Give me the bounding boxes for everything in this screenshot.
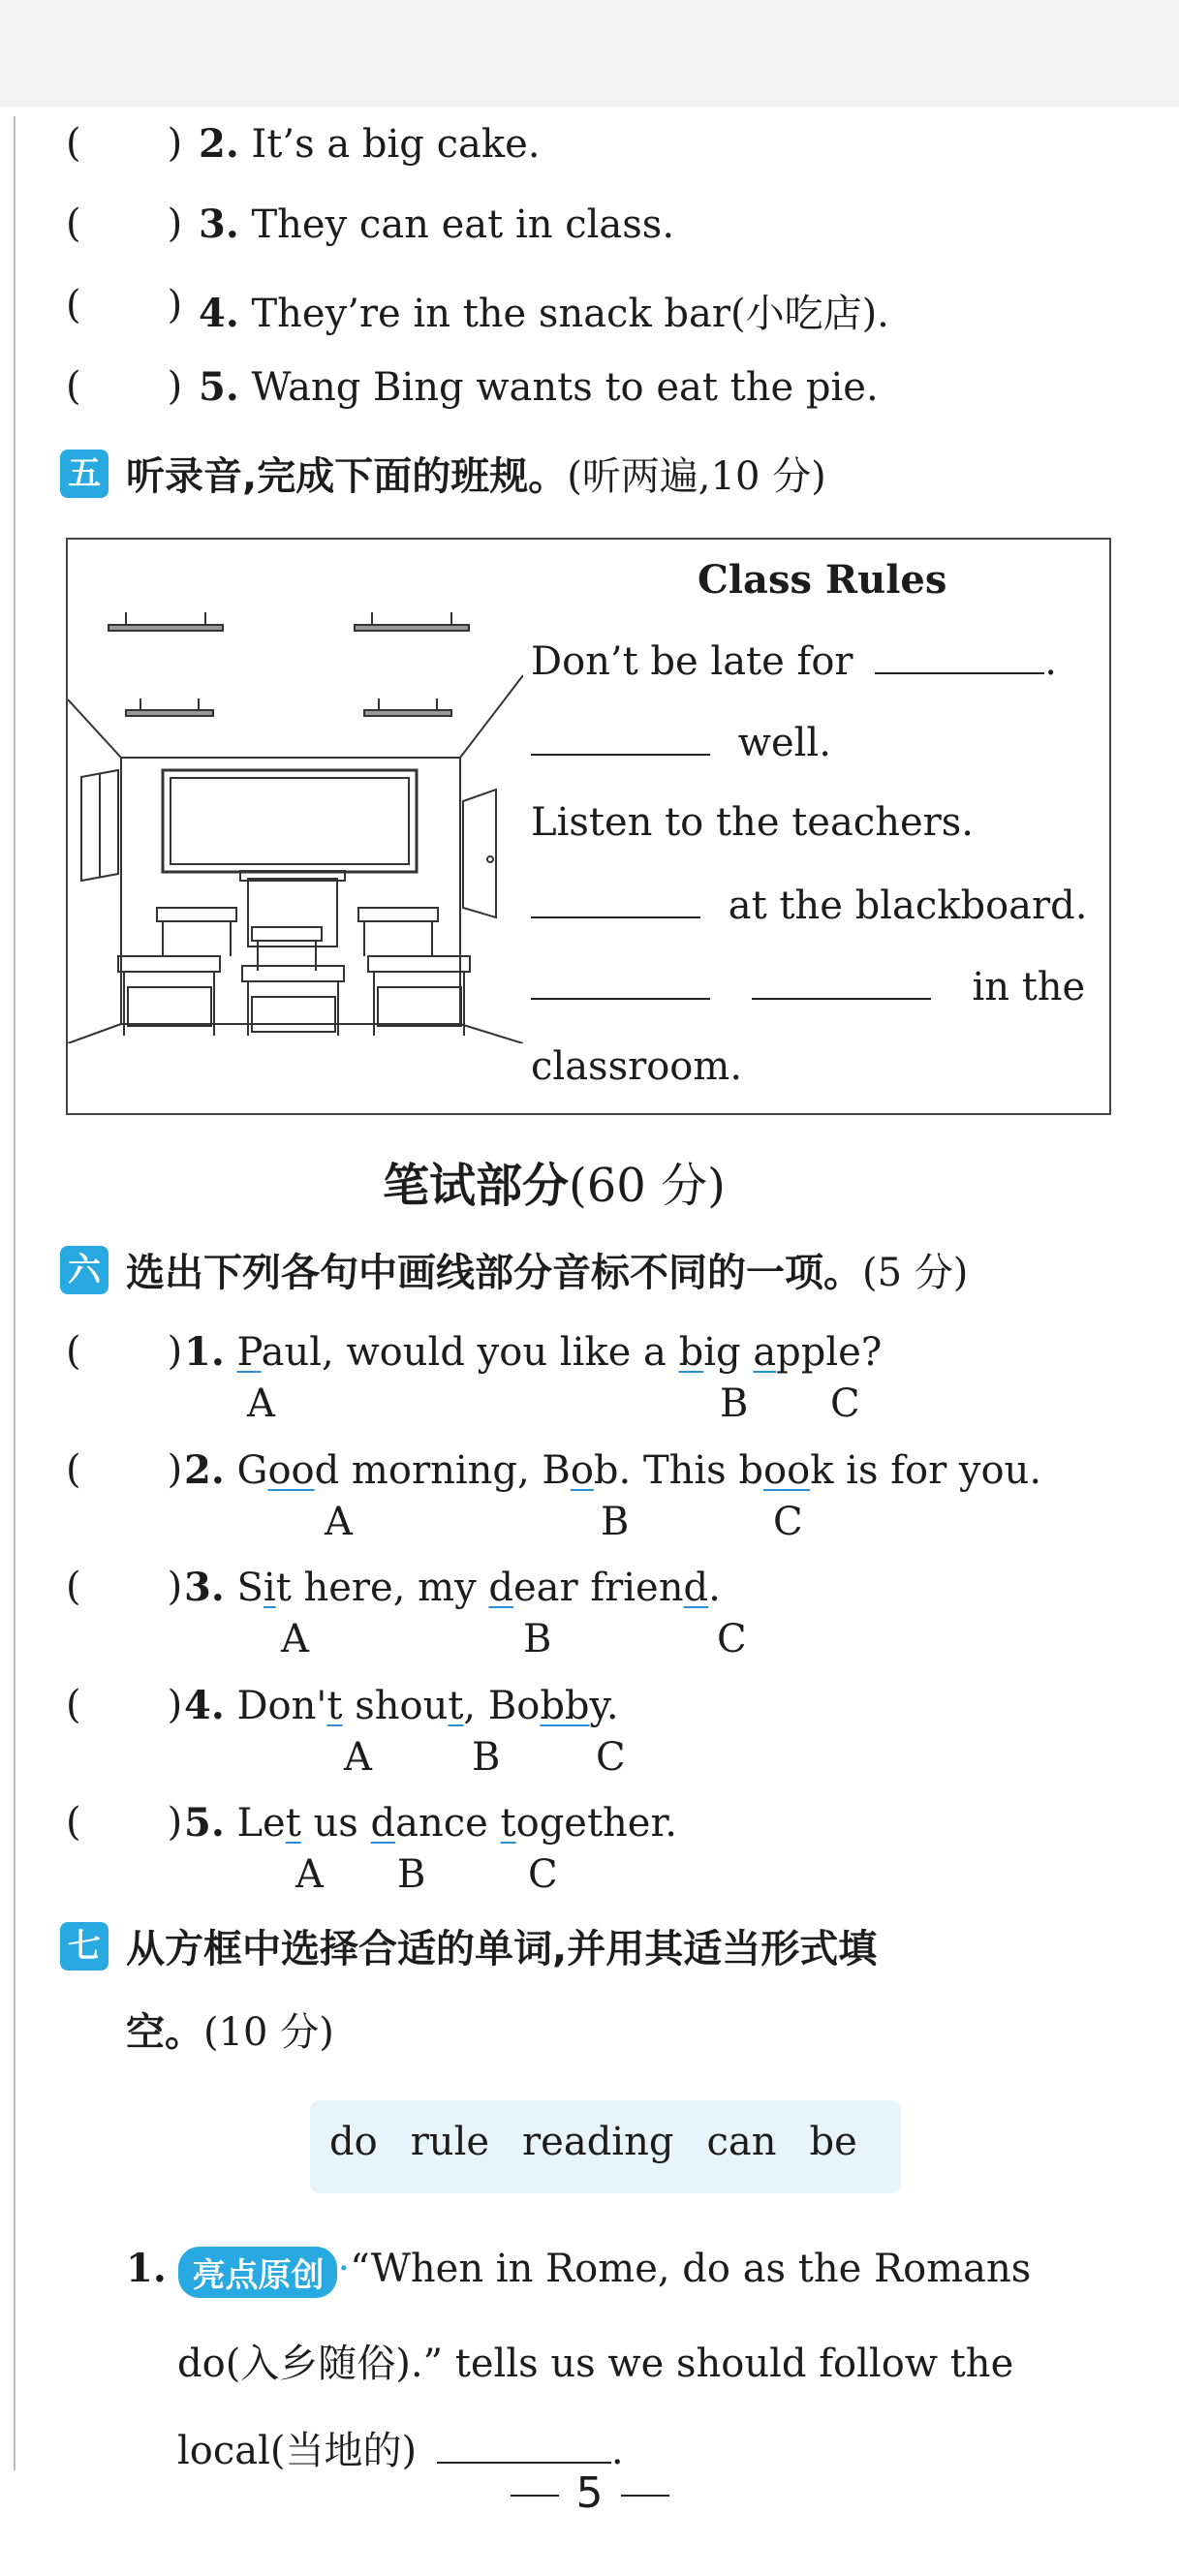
section-note: (听两遍,10 分)	[567, 454, 826, 499]
written-section-title: 笔试部分(60 分)	[383, 1159, 726, 1213]
section-title: 听录音,完成下面的班规。	[126, 454, 568, 499]
highlight-tag: 亮点原创	[178, 2247, 337, 2298]
section-badge: 五	[60, 450, 109, 498]
part7-heading-line2: 空。 (10 分)	[126, 2010, 334, 2055]
answer-blank[interactable]	[531, 963, 710, 1000]
answer-paren[interactable]: ( )	[66, 1447, 183, 1492]
part7-q1-line1: 1. 亮点原创 ·“When in Rome, do as the Romans	[126, 2246, 1031, 2298]
rule-4: at the blackboard.	[531, 882, 1087, 928]
answer-paren[interactable]: ( )	[66, 283, 183, 327]
answer-blank[interactable]	[752, 963, 931, 1000]
word-option: do	[329, 2120, 378, 2164]
top-margin	[0, 0, 1179, 107]
class-rules-title: Class Rules	[698, 557, 947, 603]
word-option: reading	[522, 2120, 674, 2164]
part7-q1-line3: local(当地的) .	[177, 2429, 624, 2473]
answer-blank[interactable]	[531, 719, 710, 756]
part5-heading	[60, 446, 826, 501]
section-badge: 七	[60, 1922, 109, 1971]
part6-heading	[60, 1242, 968, 1297]
classroom-illustration	[68, 540, 523, 1043]
section-note: (5 分)	[862, 1251, 969, 1295]
rule-5: in the	[531, 963, 1085, 1009]
part7-heading	[60, 1918, 877, 1973]
word-option: rule	[410, 2120, 490, 2164]
answer-paren[interactable]: ( )	[66, 1565, 183, 1609]
word-option: can	[706, 2120, 777, 2164]
answer-paren[interactable]: ( )	[66, 1800, 183, 1845]
part7-q1-line2: do(入乡随俗).” tells us we should follow the	[177, 2342, 1014, 2386]
rule-2: well.	[531, 719, 831, 765]
worksheet-page: ( ) 2. It’s a big cake. ( ) 3. They can eat in class. ( ) 4. They’re in the snack bar(小吃店). ( ) 5. Wang Bing wants to eat the pie. 五 听录音,完成下面的班规。 (听两遍,10 分) Class Rules Don’t be late for . well. Listen to the teachers. at the blackboard. in the classroom. 笔试部分(60 分) 六 选出下列各句中画线部分音标不同的一项。 (5 分) ( ) 1. Paul, would you like a big apple? A B C ( ) 2. Good morning, Bob. This book is for you. A B C ( ) 3. Sit here, my dear friend. A B C ( ) 4. Don't shout, Bobby. A B C ( ) 5. Let us dance together. A B C 七 从方框中选择合适的单词,并用其适当形式填 空。 (10 分) do rule reading can be 1. 亮点原创 ·“When in Rome, do as the Romans do(入乡随俗).” tells us we should follow the local(当地的) . 5	[0, 0, 1179, 2576]
section-title: 选出下列各句中画线部分音标不同的一项。	[126, 1251, 862, 1295]
answer-paren[interactable]: ( )	[66, 202, 183, 246]
answer-blank[interactable]	[875, 637, 1044, 674]
left-margin-line	[14, 116, 16, 2470]
answer-paren[interactable]: ( )	[66, 1683, 183, 1727]
section-title: 从方框中选择合适的单词,并用其适当形式填	[126, 1927, 878, 1971]
rule-6: classroom.	[531, 1044, 743, 1089]
answer-paren[interactable]: ( )	[66, 364, 183, 409]
answer-blank[interactable]	[531, 882, 700, 918]
answer-paren[interactable]: ( )	[66, 121, 183, 166]
word-option: be	[809, 2120, 857, 2164]
answer-paren[interactable]: ( )	[66, 1329, 183, 1374]
rule-3: Listen to the teachers.	[531, 800, 974, 845]
word-list	[329, 2120, 890, 2164]
rule-1: Don’t be late for .	[531, 639, 1057, 684]
answer-blank[interactable]	[437, 2427, 611, 2464]
page-number: 5	[0, 2468, 1179, 2518]
section-badge: 六	[60, 1246, 109, 1294]
